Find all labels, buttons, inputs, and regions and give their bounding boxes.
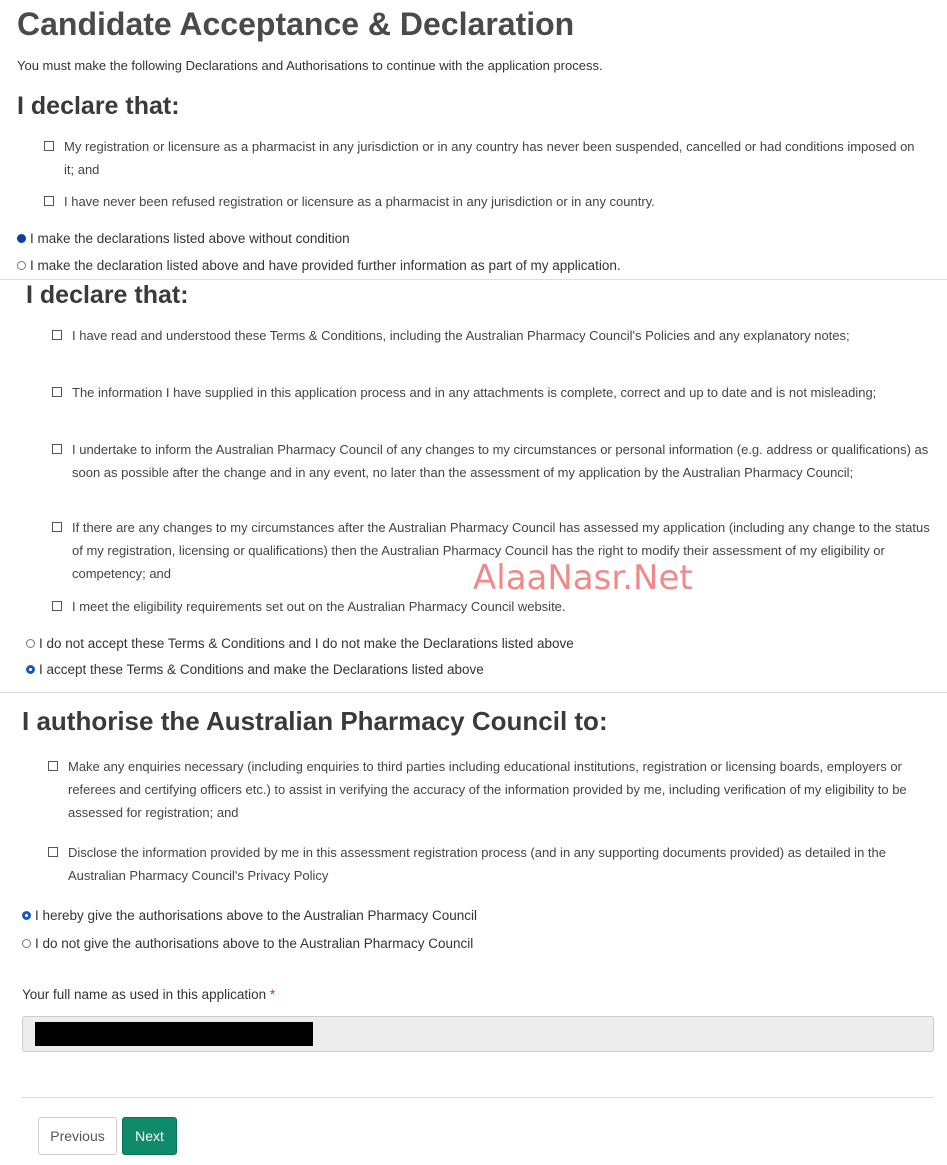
section3-option-give-authorisations[interactable]: I hereby give the authorisations above to the Australian Pharmacy Council bbox=[22, 908, 477, 923]
checkbox-icon bbox=[52, 387, 62, 397]
section2-item-1: I have read and understood these Terms & Conditions, including the Australian Pharmacy Council's Policies and any explanatory notes; bbox=[52, 324, 942, 347]
section3-heading: I authorise the Australian Pharmacy Council to: bbox=[22, 706, 608, 736]
section2-item-3: I undertake to inform the Australian Pharmacy Council of any changes to my circumstances or personal information (e.g. address or qualifications) as soon as possible after the change and in any event, no later than the assessment of my application by the Australian Pharmacy Council; bbox=[52, 438, 942, 484]
watermark: AlaaNasr.Net bbox=[473, 558, 693, 598]
footer-divider bbox=[22, 1097, 934, 1098]
section3-option-do-not-give-authorisations[interactable]: I do not give the authorisations above to the Australian Pharmacy Council bbox=[22, 936, 473, 951]
section2-option-do-not-accept[interactable]: I do not accept these Terms & Conditions and I do not make the Declarations listed above bbox=[26, 636, 574, 651]
radio-unselected-icon[interactable] bbox=[17, 261, 26, 270]
section1-item-1: My registration or licensure as a pharmacist in any jurisdiction or in any country has never been suspended, cancelled or had conditions imposed on it; and bbox=[44, 135, 924, 181]
section2-heading: I declare that: bbox=[26, 281, 189, 309]
radio-selected-icon[interactable] bbox=[17, 234, 26, 243]
previous-button[interactable]: Previous bbox=[38, 1117, 117, 1155]
checkbox-icon bbox=[44, 196, 54, 206]
section1-option-further-information[interactable]: I make the declaration listed above and have provided further information as part of my application. bbox=[17, 258, 621, 273]
section1-heading: I declare that: bbox=[17, 92, 180, 120]
radio-unselected-icon[interactable] bbox=[22, 939, 31, 948]
intro-text: You must make the following Declarations and Authorisations to continue with the application process. bbox=[17, 58, 603, 73]
checkbox-icon bbox=[48, 847, 58, 857]
section1-item-2: I have never been refused registration or licensure as a pharmacist in any jurisdiction or in any country. bbox=[44, 190, 924, 213]
checkbox-icon bbox=[52, 601, 62, 611]
section3-item-1: Make any enquiries necessary (including enquiries to third parties including educational institutions, registration or licensing boards, employers or referees and certifying officers etc.) to assist in verifying the accuracy of the information provided by me, including verification of my eligibility to be assessed for registration; and bbox=[48, 755, 938, 824]
full-name-label: Your full name as used in this application * bbox=[22, 987, 276, 1002]
section2-item-4: If there are any changes to my circumstances after the Australian Pharmacy Council has assessed my application (including any change to the status of my registration, licensing or qualifications) then the Australian Pharmacy Council has the right to modify their assessment of my eligibility or competency; and bbox=[52, 516, 942, 585]
checkbox-icon bbox=[44, 141, 54, 151]
full-name-input[interactable] bbox=[22, 1016, 934, 1052]
radio-selected-icon[interactable] bbox=[22, 911, 31, 920]
section-divider bbox=[0, 279, 947, 280]
radio-unselected-icon[interactable] bbox=[26, 639, 35, 648]
section1-option-without-condition[interactable]: I make the declarations listed above without condition bbox=[17, 231, 350, 246]
section-divider bbox=[0, 692, 947, 693]
section2-option-accept[interactable]: I accept these Terms & Conditions and make the Declarations listed above bbox=[26, 662, 484, 677]
redacted-value bbox=[35, 1022, 313, 1046]
section2-item-5: I meet the eligibility requirements set out on the Australian Pharmacy Council website. bbox=[52, 595, 942, 618]
required-marker: * bbox=[269, 987, 276, 1002]
page-title: Candidate Acceptance & Declaration bbox=[17, 6, 575, 42]
radio-selected-icon[interactable] bbox=[26, 665, 35, 674]
section2-item-2: The information I have supplied in this application process and in any attachments is complete, correct and up to date and is not misleading; bbox=[52, 381, 942, 404]
checkbox-icon bbox=[52, 522, 62, 532]
checkbox-icon bbox=[48, 761, 58, 771]
checkbox-icon bbox=[52, 444, 62, 454]
section3-item-2: Disclose the information provided by me in this assessment registration process (and in any supporting documents provided) as detailed in the Australian Pharmacy Council's Privacy Policy bbox=[48, 841, 938, 887]
checkbox-icon bbox=[52, 330, 62, 340]
next-button[interactable]: Next bbox=[122, 1117, 177, 1155]
